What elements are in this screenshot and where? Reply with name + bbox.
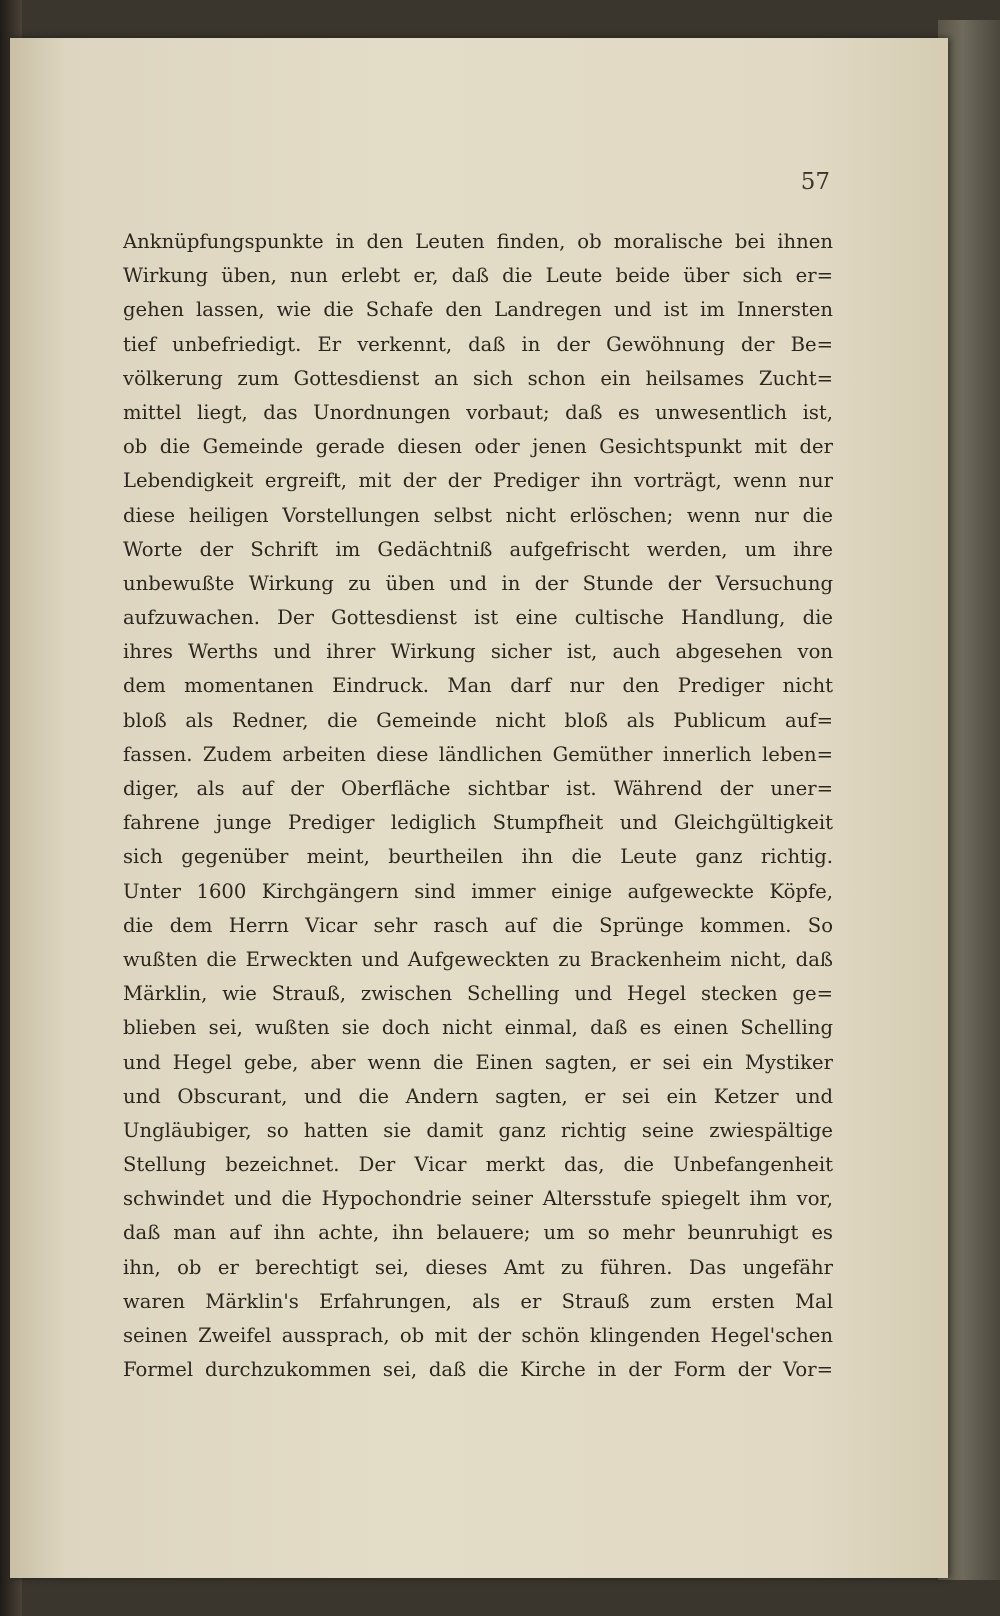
- text-line: Wirkung üben, nun erlebt er, daß die Leute beide über sich er=: [123, 264, 833, 288]
- text-line: völkerung zum Gottesdienst an sich schon ein heilsames Zucht=: [123, 366, 833, 390]
- book-page: [10, 38, 948, 1578]
- text-line: ihres Werths und ihrer Wirkung sicher ist, auch abgesehen von: [123, 640, 833, 664]
- text-line: Märklin, wie Strauß, zwischen Schelling und Hegel stecken ge=: [123, 982, 833, 1006]
- text-line: dem momentanen Eindruck. Man darf nur den Prediger nicht: [123, 674, 833, 698]
- body-text: [123, 225, 833, 1387]
- text-line: die dem Herrn Vicar sehr rasch auf die Sprünge kommen. So: [123, 913, 833, 937]
- text-line: wußten die Erweckten und Aufgeweckten zu Brackenheim nicht, daß: [123, 947, 833, 971]
- text-line: Worte der Schrift im Gedächtniß aufgefrischt werden, um ihre: [123, 537, 833, 561]
- text-line: aufzuwachen. Der Gottesdienst ist eine cultische Handlung, die: [123, 606, 833, 630]
- text-line: Unter 1600 Kirchgängern sind immer einige aufgeweckte Köpfe,: [123, 879, 833, 903]
- text-line: Anknüpfungspunkte in den Leuten finden, ob moralische bei ihnen: [123, 230, 833, 253]
- text-line: und Hegel gebe, aber wenn die Einen sagten, er sei ein Mystiker: [123, 1050, 833, 1074]
- text-line: sich gegenüber meint, beurtheilen ihn die Leute ganz richtig.: [123, 845, 833, 869]
- text-line: ihn, ob er berechtigt sei, dieses Amt zu führen. Das ungefähr: [123, 1255, 833, 1279]
- text-line: ob die Gemeinde gerade diesen oder jenen Gesichtspunkt mit der: [123, 435, 833, 459]
- text-line: gehen lassen, wie die Schafe den Landregen und ist im Innersten: [123, 298, 833, 322]
- text-line: schwindet und die Hypochondrie seiner Altersstufe spiegelt ihm vor,: [123, 1187, 833, 1211]
- text-line: Formel durchzukommen sei, daß die Kirche in der Form der Vor=: [123, 1358, 833, 1382]
- text-line: seinen Zweifel aussprach, ob mit der schön klingenden Hegel'schen: [123, 1324, 833, 1347]
- page-number: 57: [800, 169, 830, 195]
- text-line: und Obscurant, und die Andern sagten, er sei ein Ketzer und: [123, 1084, 833, 1108]
- text-line: tief unbefriedigt. Er verkennt, daß in der Gewöhnung der Be=: [123, 332, 833, 356]
- text-line: Stellung bezeichnet. Der Vicar merkt das, die Unbefangenheit: [123, 1153, 833, 1177]
- text-line: bloß als Redner, die Gemeinde nicht bloß als Publicum auf=: [123, 708, 833, 732]
- text-line: Ungläubiger, so hatten sie damit ganz richtig seine zwiespältige: [123, 1118, 833, 1142]
- text-line: daß man auf ihn achte, ihn belauere; um so mehr beunruhigt es: [123, 1221, 833, 1245]
- text-line: unbewußte Wirkung zu üben und in der Stunde der Versuchung: [123, 571, 833, 595]
- text-line: diger, als auf der Oberfläche sichtbar ist. Während der uner=: [123, 777, 833, 800]
- text-line: diese heiligen Vorstellungen selbst nicht erlöschen; wenn nur die: [123, 503, 833, 527]
- text-line: blieben sei, wußten sie doch nicht einmal, daß es einen Schelling: [123, 1016, 833, 1040]
- text-line: mittel liegt, das Unordnungen vorbaut; daß es unwesentlich ist,: [123, 400, 833, 424]
- text-line: waren Märklin's Erfahrungen, als er Strauß zum ersten Mal: [123, 1289, 833, 1313]
- text-line: fassen. Zudem arbeiten diese ländlichen Gemüther innerlich leben=: [123, 742, 833, 766]
- text-line: fahrene junge Prediger lediglich Stumpfheit und Gleichgültigkeit: [123, 811, 833, 835]
- text-line: Lebendigkeit ergreift, mit der der Prediger ihn vorträgt, wenn nur: [123, 469, 833, 493]
